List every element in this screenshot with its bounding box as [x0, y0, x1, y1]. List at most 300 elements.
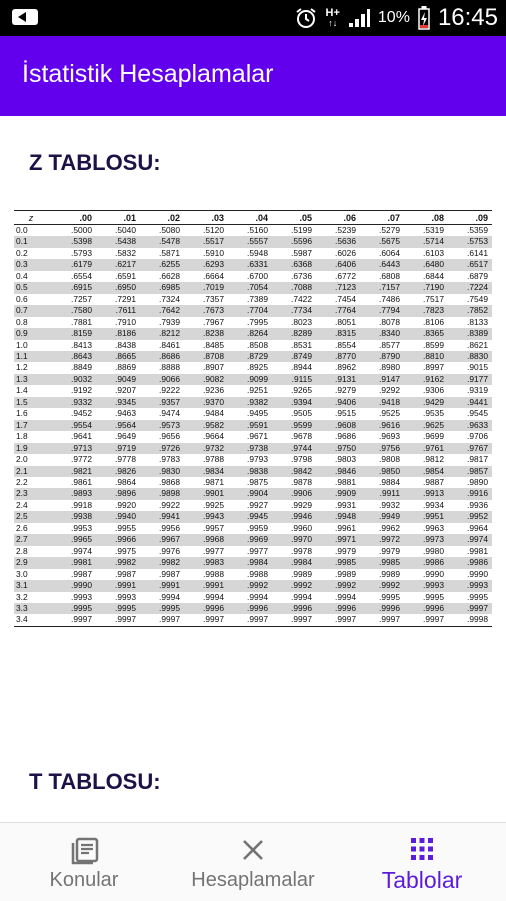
- probability-cell: .5319: [423, 225, 444, 235]
- probability-cell: .7123: [316, 282, 360, 293]
- probability-cell: .5714: [404, 236, 448, 247]
- probability-cell: .9871: [203, 476, 224, 487]
- probability-cell: .9990: [467, 568, 488, 579]
- probability-cell: .5120: [203, 225, 224, 235]
- content-scroll-area[interactable]: [0, 116, 506, 822]
- probability-cell: .9996: [360, 603, 404, 614]
- probability-cell: .9881: [335, 476, 356, 487]
- probability-cell: .9131: [316, 374, 360, 385]
- probability-cell: .9812: [423, 454, 444, 465]
- probability-cell: .9981: [467, 545, 488, 556]
- table-row: [14, 523, 492, 534]
- table-row: [14, 569, 492, 580]
- table-row: [14, 351, 492, 362]
- probability-cell: .9986: [404, 557, 448, 568]
- probability-cell: .8461: [159, 339, 180, 350]
- probability-cell: .9986: [448, 557, 492, 568]
- probability-cell: .8997: [423, 362, 444, 373]
- probability-cell: .9995: [379, 591, 400, 602]
- z-value-cell: 2.3: [14, 488, 52, 499]
- probability-cell: .9830: [140, 466, 184, 477]
- probability-cell: .9934: [423, 499, 444, 510]
- probability-cell: .9945: [228, 511, 272, 522]
- probability-cell: .9995: [96, 603, 140, 614]
- probability-cell: .9495: [247, 408, 268, 419]
- probability-cell: .9761: [404, 443, 448, 454]
- probability-cell: .9987: [115, 568, 136, 579]
- probability-cell: .9463: [115, 408, 136, 419]
- probability-cell: .7054: [228, 282, 272, 293]
- table-row: [14, 294, 492, 305]
- signal-icon: [348, 8, 370, 28]
- probability-cell: .9940: [96, 511, 140, 522]
- probability-cell: .9162: [404, 374, 448, 385]
- probability-cell: .9929: [291, 499, 312, 510]
- table-row: [14, 248, 492, 259]
- probability-cell: .7291: [115, 293, 136, 304]
- probability-cell: .7611: [96, 305, 140, 316]
- probability-cell: .6217: [96, 259, 140, 270]
- probability-cell: .5080: [159, 225, 180, 235]
- probability-cell: .9265: [291, 385, 312, 396]
- nav-item-hesaplamalar[interactable]: [168, 823, 338, 901]
- bottom-navigation: [0, 822, 506, 901]
- probability-cell: .9279: [335, 385, 356, 396]
- z-value-cell: 0.7: [14, 305, 52, 316]
- probability-cell: .8289: [272, 328, 316, 339]
- probability-cell: .9599: [272, 420, 316, 431]
- probability-cell: .9803: [335, 454, 356, 465]
- probability-cell: .7517: [423, 293, 444, 304]
- probability-cell: .9952: [448, 511, 492, 522]
- probability-cell: .5987: [291, 247, 312, 258]
- probability-cell: .8413: [71, 339, 92, 350]
- probability-cell: .9916: [448, 488, 492, 499]
- probability-cell: .7190: [404, 282, 448, 293]
- table-row: [14, 328, 492, 339]
- table-row: [14, 603, 492, 614]
- probability-cell: .9985: [316, 557, 360, 568]
- probability-cell: .7257: [71, 293, 92, 304]
- probability-cell: .9591: [228, 420, 272, 431]
- probability-cell: .9772: [71, 454, 92, 465]
- probability-cell: .5438: [96, 236, 140, 247]
- probability-cell: .5279: [379, 225, 400, 235]
- probability-cell: .9927: [247, 499, 268, 510]
- probability-cell: .9418: [360, 397, 404, 408]
- probability-cell: .6950: [96, 282, 140, 293]
- probability-cell: .7704: [228, 305, 272, 316]
- probability-cell: .9993: [71, 591, 92, 602]
- probability-cell: .9997: [379, 614, 400, 625]
- close-icon: [240, 837, 266, 868]
- z-value-cell: 3.1: [14, 580, 52, 591]
- probability-cell: .9970: [272, 534, 316, 545]
- probability-cell: .9989: [379, 568, 400, 579]
- probability-cell: .9693: [379, 431, 400, 442]
- table-row: [14, 408, 492, 419]
- z-value-cell: 2.1: [14, 466, 52, 477]
- probability-cell: .7764: [316, 305, 360, 316]
- probability-cell: .6293: [184, 259, 228, 270]
- probability-cell: .9990: [52, 580, 96, 591]
- probability-cell: .9983: [184, 557, 228, 568]
- column-header: .00: [52, 211, 96, 225]
- probability-cell: .9992: [272, 580, 316, 591]
- nav-item-tablolar[interactable]: [338, 823, 506, 901]
- probability-cell: .6879: [467, 270, 488, 281]
- probability-cell: .9778: [115, 454, 136, 465]
- z-value-cell: 0.9: [14, 328, 52, 339]
- probability-cell: .9974: [448, 534, 492, 545]
- probability-cell: .9960: [291, 522, 312, 533]
- z-table-title: Z TABLOSU:: [29, 150, 161, 175]
- probability-cell: .6664: [203, 270, 224, 281]
- table-row: [14, 225, 492, 237]
- probability-cell: .9834: [184, 466, 228, 477]
- probability-cell: .9982: [96, 557, 140, 568]
- probability-cell: .9961: [335, 522, 356, 533]
- probability-cell: .9887: [423, 476, 444, 487]
- column-header: .08: [404, 211, 448, 225]
- probability-cell: .5832: [115, 247, 136, 258]
- table-row: [14, 466, 492, 477]
- probability-cell: .5398: [52, 236, 96, 247]
- z-value-cell: 2.2: [16, 476, 28, 487]
- probability-cell: .9838: [228, 466, 272, 477]
- probability-cell: .6331: [228, 259, 272, 270]
- nav-label-hesaplamalar: Hesaplamalar: [191, 869, 315, 891]
- probability-cell: .9664: [203, 431, 224, 442]
- table-row: [14, 374, 492, 385]
- probability-cell: .7157: [360, 282, 404, 293]
- z-value-cell: 0.3: [14, 259, 52, 270]
- probability-cell: .8770: [316, 351, 360, 362]
- probability-cell: .9967: [140, 534, 184, 545]
- z-value-cell: 0.4: [16, 270, 28, 281]
- probability-cell: .9941: [140, 511, 184, 522]
- probability-cell: .9525: [379, 408, 400, 419]
- probability-cell: .8159: [52, 328, 96, 339]
- z-value-cell: 3.4: [16, 614, 28, 625]
- probability-cell: .9993: [448, 580, 492, 591]
- column-header: .03: [184, 211, 228, 225]
- probability-cell: .9918: [71, 499, 92, 510]
- probability-cell: .9686: [335, 431, 356, 442]
- probability-cell: .9884: [379, 476, 400, 487]
- probability-cell: .9969: [228, 534, 272, 545]
- probability-cell: .9890: [467, 476, 488, 487]
- alarm-icon: [294, 6, 318, 30]
- probability-cell: .9992: [316, 580, 360, 591]
- probability-cell: .6985: [140, 282, 184, 293]
- probability-cell: .9995: [140, 603, 184, 614]
- probability-cell: .9236: [203, 385, 224, 396]
- probability-cell: .9991: [184, 580, 228, 591]
- probability-cell: .9846: [316, 466, 360, 477]
- probability-cell: .6700: [247, 270, 268, 281]
- probability-cell: .9996: [316, 603, 360, 614]
- probability-cell: .9147: [360, 374, 404, 385]
- nav-label-tablolar: Tablolar: [381, 867, 463, 893]
- probability-cell: .9909: [316, 488, 360, 499]
- probability-cell: .9988: [203, 568, 224, 579]
- z-value-cell: 1.4: [16, 385, 28, 396]
- table-row: [14, 317, 492, 328]
- probability-cell: .6141: [467, 247, 488, 258]
- probability-cell: .9965: [52, 534, 96, 545]
- probability-cell: .9878: [291, 476, 312, 487]
- column-header: .02: [140, 211, 184, 225]
- probability-cell: .7357: [203, 293, 224, 304]
- probability-cell: .6179: [52, 259, 96, 270]
- probability-cell: .7580: [52, 305, 96, 316]
- probability-cell: .9535: [423, 408, 444, 419]
- probability-cell: .9649: [115, 431, 136, 442]
- probability-cell: .9082: [184, 374, 228, 385]
- probability-cell: .5040: [115, 225, 136, 235]
- z-value-cell: 0.2: [16, 247, 28, 258]
- probability-cell: .7088: [272, 282, 316, 293]
- probability-cell: .9394: [272, 397, 316, 408]
- probability-cell: .9949: [360, 511, 404, 522]
- probability-cell: .6368: [272, 259, 316, 270]
- probability-cell: .9842: [272, 466, 316, 477]
- probability-cell: .9911: [360, 488, 404, 499]
- probability-cell: .7881: [71, 316, 92, 327]
- probability-cell: .5636: [316, 236, 360, 247]
- probability-cell: .9898: [140, 488, 184, 499]
- probability-cell: .9292: [379, 385, 400, 396]
- z-value-cell: 0.6: [16, 293, 28, 304]
- column-header: .05: [272, 211, 316, 225]
- probability-cell: .7673: [184, 305, 228, 316]
- probability-cell: .9821: [52, 466, 96, 477]
- probability-cell: .9992: [360, 580, 404, 591]
- probability-cell: .9441: [448, 397, 492, 408]
- probability-cell: .9953: [71, 522, 92, 533]
- network-type: H+: [325, 7, 340, 19]
- probability-cell: .9979: [379, 545, 400, 556]
- table-row: [14, 557, 492, 568]
- probability-cell: .8023: [291, 316, 312, 327]
- probability-cell: .9994: [247, 591, 268, 602]
- table-row: [14, 305, 492, 316]
- battery-percent: 10%: [377, 9, 410, 26]
- column-header: .07: [360, 211, 404, 225]
- probability-cell: .6064: [379, 247, 400, 258]
- probability-cell: .9616: [360, 420, 404, 431]
- probability-cell: .9979: [335, 545, 356, 556]
- probability-cell: .8810: [404, 351, 448, 362]
- probability-cell: .8133: [467, 316, 488, 327]
- probability-cell: .9808: [379, 454, 400, 465]
- probability-cell: .6255: [140, 259, 184, 270]
- probability-cell: .9798: [291, 454, 312, 465]
- probability-cell: .9992: [228, 580, 272, 591]
- probability-cell: .9826: [96, 466, 140, 477]
- probability-cell: .9997: [448, 603, 492, 614]
- probability-cell: .9987: [159, 568, 180, 579]
- probability-cell: .9429: [404, 397, 448, 408]
- z-value-cell: 2.5: [14, 511, 52, 522]
- probability-cell: .9925: [203, 499, 224, 510]
- probability-cell: .9857: [448, 466, 492, 477]
- probability-cell: .9922: [159, 499, 180, 510]
- probability-cell: .7224: [448, 282, 492, 293]
- probability-cell: .8212: [140, 328, 184, 339]
- probability-cell: .9554: [52, 420, 96, 431]
- probability-cell: .5675: [360, 236, 404, 247]
- z-value-cell: 0.5: [14, 282, 52, 293]
- probability-cell: .8554: [335, 339, 356, 350]
- z-value-cell: 3.3: [14, 603, 52, 614]
- probability-cell: .7324: [159, 293, 180, 304]
- table-row: [14, 443, 492, 454]
- probability-cell: .6554: [71, 270, 92, 281]
- probability-cell: .9991: [96, 580, 140, 591]
- probability-cell: .9987: [71, 568, 92, 579]
- probability-cell: .9964: [467, 522, 488, 533]
- probability-cell: .9744: [272, 443, 316, 454]
- probability-cell: .9049: [96, 374, 140, 385]
- probability-cell: .9896: [96, 488, 140, 499]
- probability-cell: .8944: [291, 362, 312, 373]
- probability-cell: .9994: [335, 591, 356, 602]
- probability-cell: .9015: [467, 362, 488, 373]
- table-row: [14, 431, 492, 442]
- z-value-cell: 0.0: [16, 225, 28, 235]
- probability-cell: .9319: [467, 385, 488, 396]
- probability-cell: .9993: [115, 591, 136, 602]
- probability-cell: .6736: [291, 270, 312, 281]
- probability-cell: .9345: [96, 397, 140, 408]
- probability-cell: .9946: [272, 511, 316, 522]
- probability-cell: .9901: [184, 488, 228, 499]
- probability-cell: .9989: [335, 568, 356, 579]
- probability-cell: .8078: [379, 316, 400, 327]
- z-value-cell: 1.6: [16, 408, 28, 419]
- probability-cell: .9959: [247, 522, 268, 533]
- probability-cell: .7823: [404, 305, 448, 316]
- probability-cell: .9382: [228, 397, 272, 408]
- probability-cell: .9997: [203, 614, 224, 625]
- probability-cell: .8531: [291, 339, 312, 350]
- table-row: [14, 236, 492, 247]
- probability-cell: .9982: [140, 557, 184, 568]
- probability-cell: .9976: [159, 545, 180, 556]
- probability-cell: .5199: [291, 225, 312, 235]
- probability-cell: .6103: [423, 247, 444, 258]
- probability-cell: .9920: [115, 499, 136, 510]
- probability-cell: .9995: [423, 591, 444, 602]
- probability-cell: .9972: [360, 534, 404, 545]
- table-row: [14, 271, 492, 282]
- probability-cell: .8186: [96, 328, 140, 339]
- probability-cell: .5557: [228, 236, 272, 247]
- table-row: [14, 362, 492, 373]
- nav-item-konular[interactable]: [0, 823, 168, 901]
- probability-cell: .8749: [272, 351, 316, 362]
- probability-cell: .7995: [247, 316, 268, 327]
- probability-cell: .7967: [203, 316, 224, 327]
- probability-cell: .9573: [140, 420, 184, 431]
- probability-cell: .9641: [71, 431, 92, 442]
- table-row: [14, 420, 492, 431]
- probability-cell: .9955: [115, 522, 136, 533]
- battery-charging-icon: [418, 6, 430, 30]
- probability-cell: .5793: [71, 247, 92, 258]
- probability-cell: .8438: [115, 339, 136, 350]
- probability-cell: .8869: [115, 362, 136, 373]
- probability-cell: .8621: [467, 339, 488, 350]
- probability-cell: .8508: [247, 339, 268, 350]
- z-value-cell: 2.4: [16, 499, 28, 510]
- probability-cell: .9984: [272, 557, 316, 568]
- probability-cell: .9332: [52, 397, 96, 408]
- table-row: [14, 385, 492, 396]
- probability-cell: .7910: [115, 316, 136, 327]
- probability-cell: .9997: [71, 614, 92, 625]
- probability-cell: .7939: [159, 316, 180, 327]
- probability-cell: .9306: [423, 385, 444, 396]
- column-header: .04: [228, 211, 272, 225]
- probability-cell: .9984: [228, 557, 272, 568]
- probability-cell: .9938: [52, 511, 96, 522]
- probability-cell: .9861: [71, 476, 92, 487]
- probability-cell: .9994: [203, 591, 224, 602]
- probability-cell: .9192: [71, 385, 92, 396]
- table-row: [14, 488, 492, 499]
- table-row: [14, 534, 492, 545]
- probability-cell: .9750: [316, 443, 360, 454]
- z-value-cell: 1.0: [16, 339, 28, 350]
- probability-cell: .9222: [159, 385, 180, 396]
- probability-cell: .9207: [115, 385, 136, 396]
- probability-cell: .9115: [272, 374, 316, 385]
- probability-cell: .9996: [228, 603, 272, 614]
- table-row: [14, 477, 492, 488]
- probability-cell: .9783: [159, 454, 180, 465]
- probability-cell: .9932: [379, 499, 400, 510]
- probability-cell: .9545: [467, 408, 488, 419]
- probability-cell: .9968: [184, 534, 228, 545]
- probability-cell: .9625: [404, 420, 448, 431]
- probability-cell: .7852: [448, 305, 492, 316]
- book-icon: [69, 837, 99, 870]
- probability-cell: .9997: [423, 614, 444, 625]
- z-value-cell: 1.5: [14, 397, 52, 408]
- probability-cell: .9726: [140, 443, 184, 454]
- probability-cell: .9738: [228, 443, 272, 454]
- probability-cell: .5910: [203, 247, 224, 258]
- probability-cell: .9996: [272, 603, 316, 614]
- z-value-cell: 1.3: [14, 374, 52, 385]
- probability-cell: .8790: [360, 351, 404, 362]
- table-row: [14, 500, 492, 511]
- probability-cell: .9706: [467, 431, 488, 442]
- probability-cell: .9997: [335, 614, 356, 625]
- probability-cell: .9608: [316, 420, 360, 431]
- probability-cell: .9998: [467, 614, 488, 625]
- probability-cell: .8340: [360, 328, 404, 339]
- z-value-cell: 2.8: [16, 545, 28, 556]
- app-title: İstatistik Hesaplamalar: [22, 60, 274, 88]
- probability-cell: .6844: [423, 270, 444, 281]
- probability-cell: .9990: [423, 568, 444, 579]
- probability-cell: .9357: [140, 397, 184, 408]
- probability-cell: .9066: [140, 374, 184, 385]
